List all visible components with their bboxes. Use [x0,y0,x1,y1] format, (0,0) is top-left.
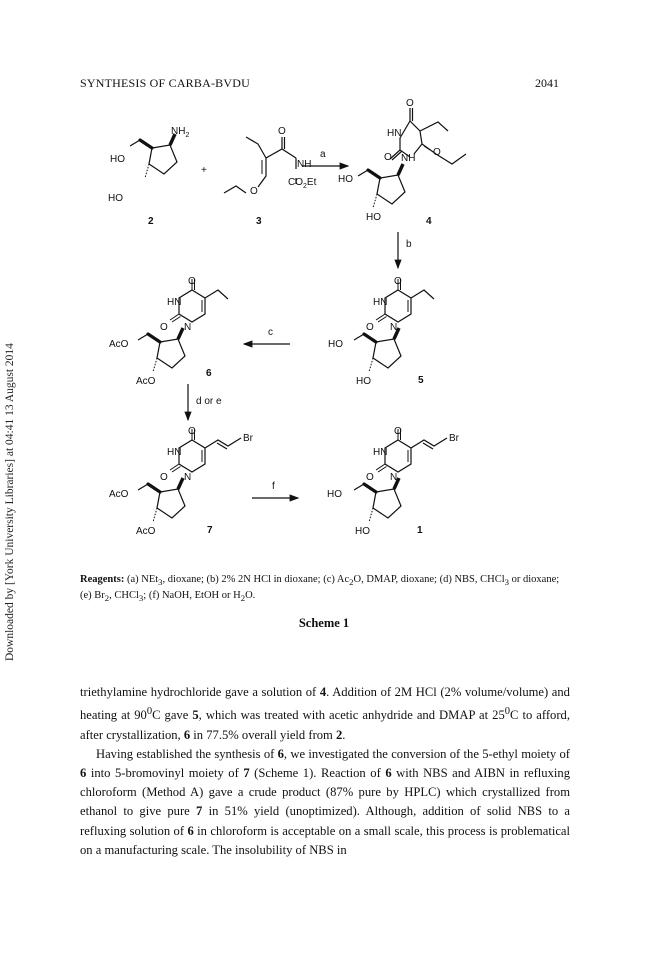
o-label: O [188,276,196,287]
nh-label: NH [297,159,312,170]
compound-number: 7 [207,525,213,536]
compound-7-structure [109,426,254,537]
hn-label: HN [387,128,402,139]
o-label: O [394,426,402,437]
compound-number: 6 [206,368,212,379]
body-text [80,683,570,860]
compound-number: 1 [417,525,423,536]
ho-label: HO [356,376,371,387]
br-label: Br [243,433,253,444]
step-label: c [268,327,273,338]
compound-number: 4 [426,216,432,227]
br-label: Br [449,433,459,444]
compound-2-structure [108,126,189,227]
hn-label: HN [167,447,182,458]
ho-label: HO [338,174,353,185]
ho-label: HO [110,154,125,165]
step-label: d or e [196,396,222,407]
ho-label: HO [108,193,123,204]
ho-label: HO [328,339,343,350]
compound-6-structure [109,276,228,387]
compound-number: 3 [256,216,262,227]
o-label: O [433,147,441,158]
nh2-label: $NH_2$ [171,126,190,139]
compound-3-structure [224,126,317,227]
compound-number: 5 [418,375,424,386]
o-label: O [366,472,374,483]
o-label: O [366,322,374,333]
download-watermark: Downloaded by [York University Libraries] at 04:41 13 August 2014 [4,343,16,661]
compound-number: 2 [148,216,154,227]
co2et-label: $CO_2Et$ [288,177,317,190]
o-label: O [384,152,392,163]
o-label: O [188,426,196,437]
n-label: N [184,322,192,333]
running-title: SYNTHESIS OF CARBA-BVDU [80,76,250,90]
nh-label: NH [401,153,416,164]
reagents-note: Reagents: (a) NEt$_3$, dioxane; (b) 2% 2N HCl in dioxane; (c) $Ac_2O$, DMAP, dioxane; (d) NBS, CHCl$_3$ or dioxane; (e) $Br_2$, CHCl$_3$; (f) NaOH, EtOH or $H_2O$. [80,574,560,604]
o-label: O [160,472,168,483]
o-label: O [394,276,402,287]
aco-label: AcO [136,376,156,387]
aco-label: AcO [109,489,129,500]
compound-5-structure [328,276,434,387]
page-number: 2041 [535,76,559,90]
o-label: O [406,98,414,109]
ho-label: HO [327,489,342,500]
paragraph: Having established the synthesis of 6, we investigated the conversion of the 5-ethyl moiety of 6 into 5-bromovinyl moiety of 7 (Scheme 1). Reaction of 6 with NBS and AIBN in refluxing chloroform (Method A) gave a crude product (87% pure by HPLC) which crystallized from ethanol to give pure 7 in 51% yield (unoptimized). Although, addition of solid NBS to a refluxing solution of 6 in chloroform is acceptable on a small scale, this process is problematical on a manufacturing scale. The insolubility of NBS in [80,746,571,857]
hn-label: HN [373,297,388,308]
n-label: N [390,472,398,483]
aco-label: AcO [109,339,129,350]
ho-label: HO [366,212,381,223]
hn-label: HN [373,447,388,458]
o-label: O [250,186,258,197]
paragraph: triethylamine hydrochloride gave a solution of 4. Addition of 2M HCl (2% volume/volume) and heating at $90^0C$ gave 5, which was treated with acetic anhydride and DMAP at $25^0C$ to afford, after crystallization, 6 in 77.5% overall yield from 2. [80,685,570,742]
compound-1-structure [327,426,460,537]
o-label: O [160,322,168,333]
scheme-caption: Scheme 1 [298,616,350,630]
step-label: b [406,239,412,250]
n-label: N [390,322,398,333]
hn-label: HN [167,297,182,308]
step-label: f [272,481,275,492]
step-label: a [320,149,326,160]
compound-4-structure [338,98,466,227]
o-label: O [278,126,286,137]
plus-sign: + [201,165,207,176]
aco-label: AcO [136,526,156,537]
ho-label: HO [355,526,370,537]
n-label: N [184,472,192,483]
